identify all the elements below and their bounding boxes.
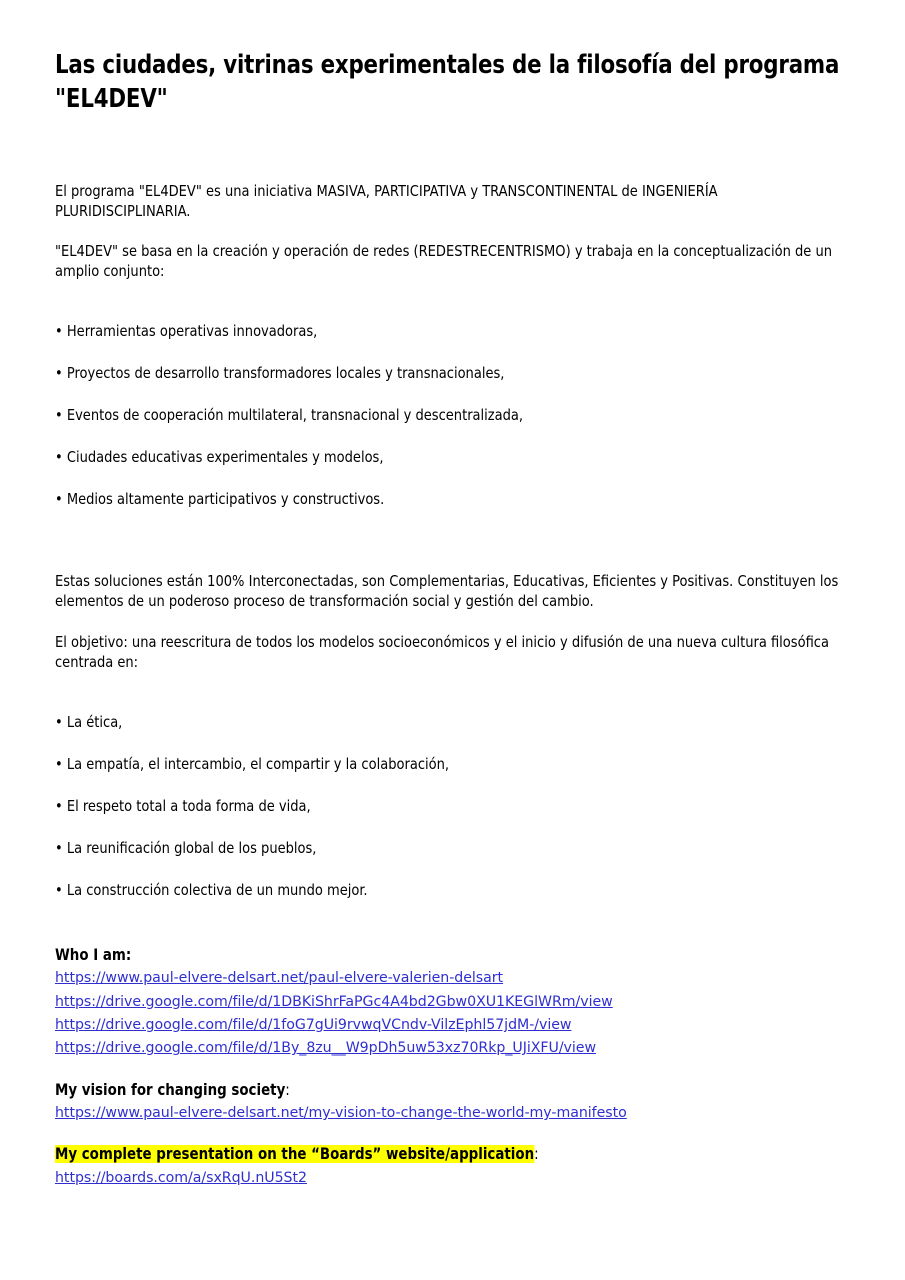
- middle-paragraph-1: Estas soluciones están 100% Interconectadas, son Complementarias, Educativas, Eficientes y Positivas. Constituyen los elementos de un poderoso proceso de transformación social y gestión del cambio.: [55, 572, 839, 611]
- list-item: • La empatía, el intercambio, el compartir y la colaboración,: [55, 754, 450, 773]
- spacer: [55, 692, 850, 712]
- link-manifesto[interactable]: https://www.paul-elvere-delsart.net/my-vision-to-change-the-world-my-manifesto: [55, 1105, 627, 1122]
- spacer: [55, 1061, 850, 1079]
- link-boards-presentation[interactable]: https://boards.com/a/sxRqU.nU5St2: [55, 1169, 307, 1186]
- intro-paragraph-2: "EL4DEV" se basa en la creación y operación de redes (REDESTRECENTRISMO) y trabaja en la conceptualización de un amplio conjunto:: [55, 241, 833, 281]
- vision-heading-text: My vision for changing society: [55, 1080, 286, 1099]
- intro-paragraph-1: El programa "EL4DEV" es una iniciativa MASIVA, PARTICIPATIVA y TRANSCONTINENTAL de INGENIERÍA PLURIDISCIPLINARIA.: [55, 181, 718, 220]
- document-body: [55, 181, 850, 900]
- spacer: [55, 1125, 850, 1143]
- list-item: • Proyectos de desarrollo transformadores locales y transnacionales,: [55, 364, 505, 383]
- list-item: • Herramientas operativas innovadoras,: [55, 322, 318, 341]
- list-item: • El respeto total a toda forma de vida,: [55, 796, 311, 815]
- link-drive-file-3[interactable]: https://drive.google.com/file/d/1By_8zu__W9pDh5uw53xz70Rkp_UJiXFU/view: [55, 1040, 596, 1057]
- link-personal-site[interactable]: https://www.paul-elvere-delsart.net/paul-elvere-valerien-delsart: [55, 970, 504, 987]
- list-item: • La ética,: [55, 712, 123, 731]
- links-section: [55, 944, 850, 1190]
- bullet-list-two: [55, 712, 850, 900]
- vision-heading-colon: :: [285, 1080, 290, 1099]
- list-item: • Ciudades educativas experimentales y modelos,: [55, 448, 384, 467]
- spacer: [55, 531, 850, 571]
- vision-heading: [55, 1079, 850, 1102]
- link-drive-file-2[interactable]: https://drive.google.com/file/d/1foG7gUi9rvwqVCndv-VilzEphl57jdM-/view: [55, 1017, 572, 1034]
- presentation-heading-colon: :: [534, 1145, 539, 1164]
- middle-paragraph-2: El objetivo: una reescritura de todos los modelos socioeconómicos y el inicio y difusión de una nueva cultura filosófica centrada en:: [55, 632, 829, 671]
- who-i-am-heading: Who I am:: [55, 945, 132, 964]
- list-item: • Eventos de cooperación multilateral, transnacional y descentralizada,: [55, 406, 524, 425]
- presentation-heading-text: My complete presentation on the “Boards” website/application: [55, 1145, 535, 1164]
- spacer: [55, 301, 850, 321]
- list-item: • La reunificación global de los pueblos,: [55, 838, 317, 857]
- list-item: • Medios altamente participativos y constructivos.: [55, 490, 385, 509]
- presentation-heading: [55, 1143, 850, 1166]
- who-i-am-link-list: [55, 967, 850, 1060]
- bullet-list-one: [55, 321, 850, 509]
- list-item: • La construcción colectiva de un mundo mejor.: [55, 880, 368, 899]
- link-drive-file-1[interactable]: https://drive.google.com/file/d/1DBKiShrFaPGc4A4bd2Gbw0XU1KEGlWRm/view: [55, 993, 613, 1010]
- page-title: Las ciudades, vitrinas experimentales de la filosofía del programa "EL4DEV": [55, 50, 840, 115]
